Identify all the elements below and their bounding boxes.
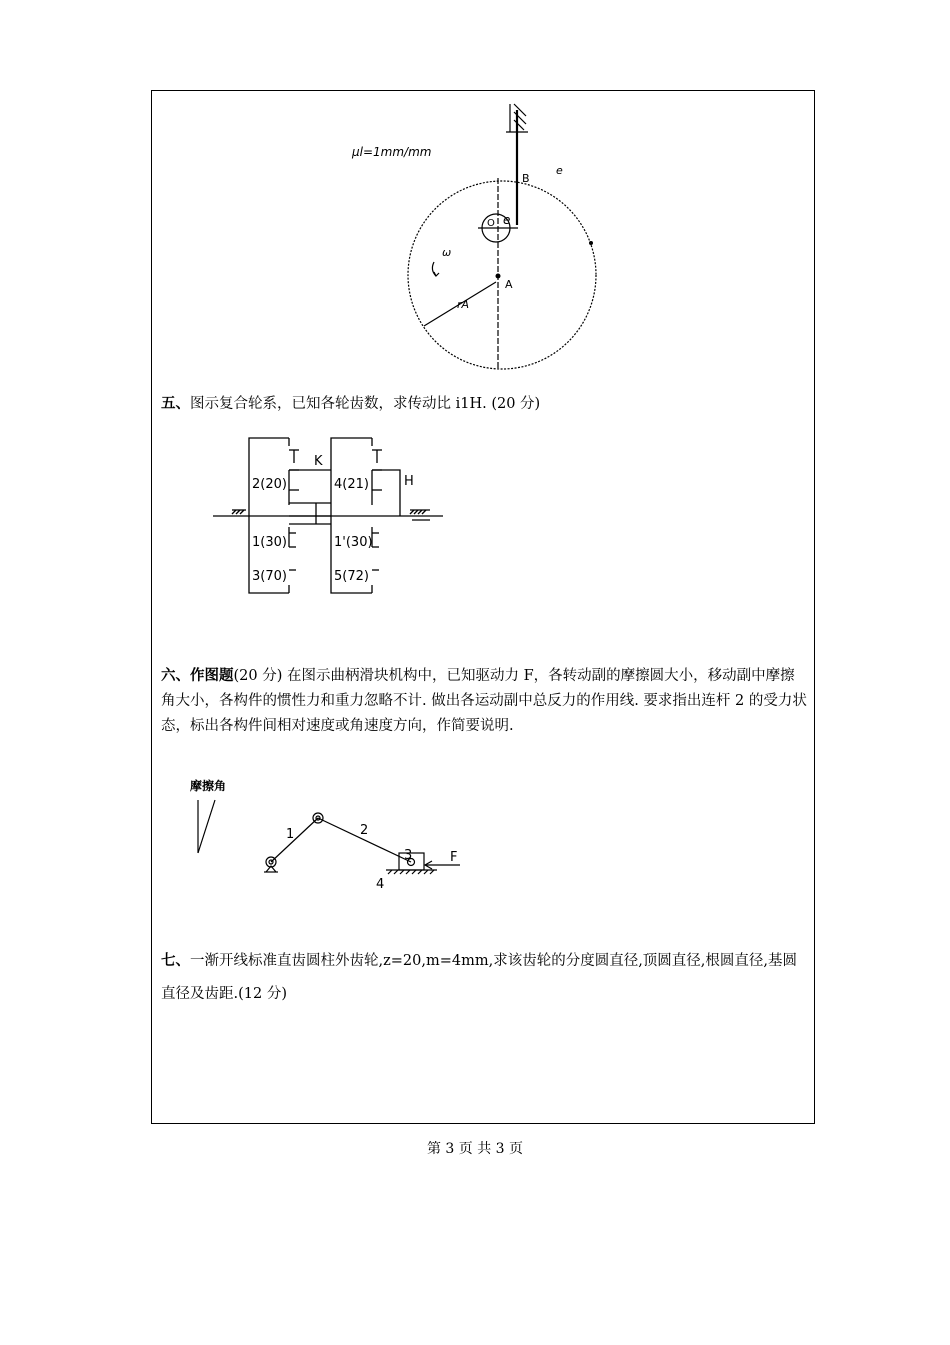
label-rA: rA [457,298,470,311]
question-7 [161,944,809,1011]
q7-number: 七、 [161,952,190,969]
label-B: B [522,172,530,185]
label-gear-1: 1(30) [252,535,287,550]
label-omega: ω [442,246,452,259]
q6-text: (20 分) 在图示曲柄滑块机构中，已知驱动力 F，各转动副的摩擦圆大小，移动副中摩擦角大小，各构件的惯性力和重力忽略不计. 做出各运动副中总反力的作用线. 要求指出连杆 2 的受力状态，标出各构件间相对速度或角速度方向，作简要说明. [161,668,807,734]
label-link-3: 3 [404,848,413,863]
label-gear-4: 4(21) [334,477,369,492]
label-link-2: 2 [360,823,369,838]
label-gear-2: 2(20) [252,477,287,492]
label-gear-5: 5(72) [334,569,369,584]
q5-number: 五、 [161,395,190,412]
page-number: 第 3 页 共 3 页 [426,1141,524,1157]
label-gear-1-prime: 1'(30) [334,535,373,550]
label-O: O [487,218,495,229]
label-link-1: 1 [286,827,295,842]
label-gear-3: 3(70) [252,569,287,584]
label-H: H [404,474,414,489]
label-K: K [314,454,323,469]
label-A: A [505,278,513,291]
q5-text: 图示复合轮系，已知各轮齿数，求传动比 i1H. (20 分) [190,396,541,412]
q7-text: 一渐开线标准直齿圆柱外齿轮,z=20,m=4mm,求该齿轮的分度圆直径,顶圆直径,根圆直径,基圆直径及齿距.(12 分) [161,953,798,1002]
label-e-inner: e [503,213,511,227]
q6-title: 作图题 [190,667,234,684]
label-F: F [450,850,458,865]
label-e-outer: e [556,164,563,177]
q6-number: 六、 [161,667,190,684]
friction-angle-label: 摩擦角 [190,779,227,793]
label-link-4: 4 [376,877,385,892]
scale-label: μl=1mm/mm [352,145,432,159]
